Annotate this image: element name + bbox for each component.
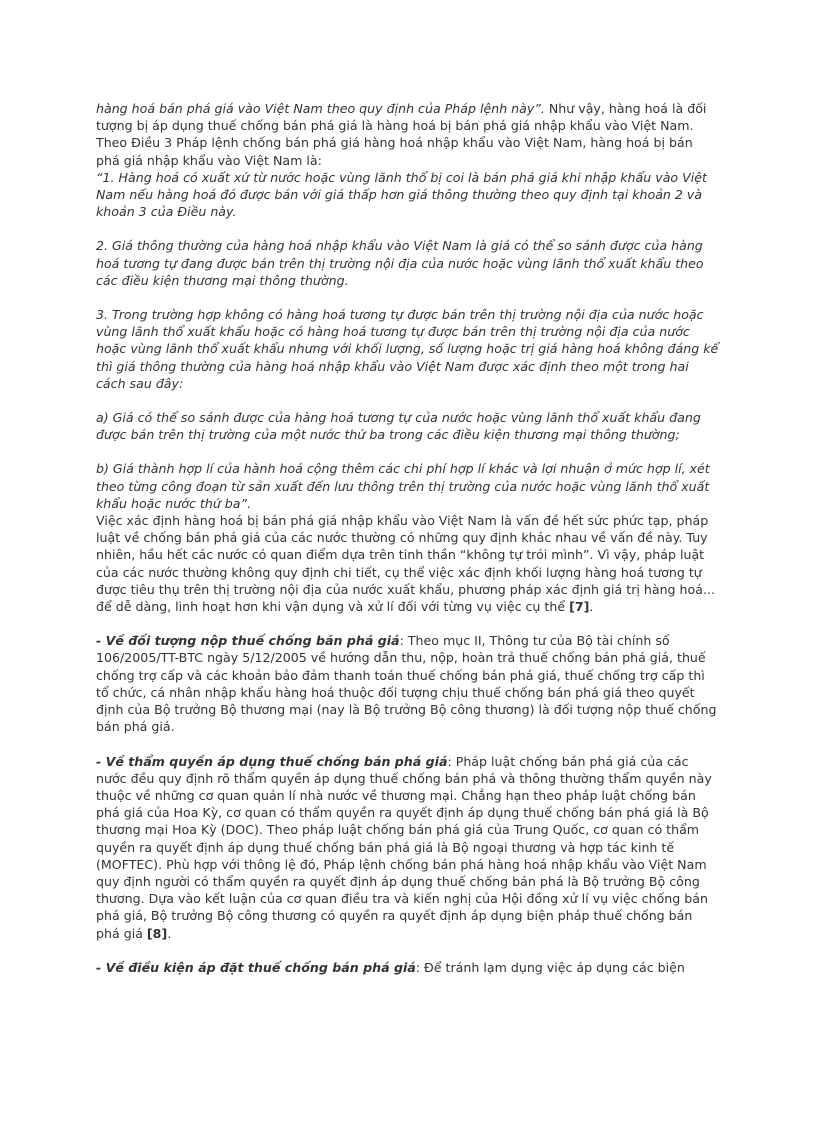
section-heading-authority: - Về thẩm quyền áp dụng thuế chống bán phá giá [96,753,448,769]
quote-clause-3: 3. Trong trường hợp không có hàng hoá tương tự được bán trên thị trường nội địa của nước hoặc vùng lãnh thổ xuất khẩu hoặc có hàng hoá tương tự được bán trên thị trường nội địa của nước hoặc vùng lãnh thổ xuất khẩu nhưng với khối lượng, số lượng hoặc trị giá hàng hoá không đáng kể thì giá thông thường của hàng hoá nhập khẩu vào Việt Nam được xác định theo một trong hai cách sau đây: [96,307,719,391]
quote-clause-2: 2. Giá thông thường của hàng hoá nhập khẩu vào Việt Nam là giá có thể so sánh được của hàng hoá tương tự đang được bán trên thị trường nội địa của nước hoặc vùng lãnh thổ xuất khẩu theo các điều kiện thương mại thông thường. [96,238,704,288]
section-conditions: - Về điều kiện áp đặt thuế chống bán phá giá: Để tránh lạm dụng việc áp dụng các biện [96,959,685,975]
section-heading-taxpayer: - Về đối tượng nộp thuế chống bán phá giá [96,633,400,649]
quote-clause-b: b) Giá thành hợp lí của hành hoá cộng thêm các chi phí hợp lí khác và lợi nhuận ở mức hợp lí, xét theo từng công đoạn từ sản xuất đến lưu thông trên thị trường của nước hoặc vùng lãnh thổ xuất khẩu hoặc nước thứ ba”. [96,461,710,511]
paragraph-intro [96,100,720,169]
quote-clause-a: a) Giá có thể so sánh được của hàng hoá tương tự của nước hoặc vùng lãnh thổ xuất khẩu đang được bán trên thị trường của một nước thứ ba trong các điều kiện thương mại thông thường; [96,410,701,443]
footnote-ref-8: [8] [146,925,168,941]
section-authority: - Về thẩm quyền áp dụng thuế chống bán phá giá: Pháp luật chống bán phá giá của các nước đều quy định rõ thẩm quyền áp dụng thuế chống bán phá và thông thường thẩm quyền này thuộc về những cơ quan quản lí nhà nước về thương mại. Chẳng hạn theo pháp luật chống bán phá giá của Hoa Kỳ, cơ quan có thẩm quyền ra quyết định áp dụng thuế chống bán phá giá là Bộ thương mại Hoa Kỳ (DOC). Theo pháp luật chống bán phá giá của Trung Quốc, cơ quan có thẩm quyền ra quyết định áp dụng thuế chống bán phá giá là Bộ ngoại thương và hợp tác kinh tế (MOFTEC). Phù hợp với thông lệ đó, Pháp lệnh chống bán phá hàng hoá nhập khẩu vào Việt Nam quy định người có thẩm quyền ra quyết định áp dụng thuế chống bán phá là Bộ trưởng Bộ công thương. Dựa vào kết luận của cơ quan điều tra và kiến nghị của Hội đồng xử lí vụ việc chống bán phá giá, Bộ trưởng Bộ công thương có quyền ra quyết định áp dụng biện pháp thuế chống bán phá giá [8]. [96,753,712,941]
quote-clause-1: “1. Hàng hoá có xuất xứ từ nước hoặc vùng lãnh thổ bị coi là bán phá giá khi nhập khẩu vào Việt Nam nếu hàng hoá đó được bán với giá thấp hơn giá thông thường theo quy định tại khoản 2 và khoản 3 của Điều này. [96,169,707,220]
intro-text: Như vậy, hàng hoá là đối tượng bị áp dụng thuế chống bán phá giá là hàng hoá bị bán phá giá nhập khẩu vào Việt Nam. Theo Điều 3 Pháp lệnh chống bán phá giá hàng hoá nhập khẩu vào Việt Nam, hàng hoá bị bán phá giá nhập khẩu vào Việt Nam là: [96,101,707,168]
paragraph-analysis: Việc xác định hàng hoá bị bán phá giá nhập khẩu vào Việt Nam là vấn đề hết sức phức tạp, pháp luật về chống bán phá giá của các nước thường có những quy định khác nhau về vấn đề này. Tuy nhiên, hầu hết các nước có quan điểm dựa trên tinh thần “không tự trói mình”. Vì vậy, pháp luật của các nước thường không quy định chi tiết, cụ thể việc xác định khối lượng hàng hoá tương tự được tiêu thụ trên thị trường nội địa của nước xuất khẩu, phương pháp xác định giá trị hàng hoá... để dễ dàng, linh hoạt hơn khi vận dụng và xử lí đối với từng vụ việc cụ thể [7]. [96,513,715,615]
section-taxpayer: - Về đối tượng nộp thuế chống bán phá giá: Theo mục II, Thông tư của Bộ tài chính số 106/2005/TT-BTC ngày 5/12/2005 về hướng dẫn thu, nộp, hoàn trả thuế chống bán phá giá, thuế chống trợ cấp và các khoản bảo đảm thanh toán thuế chống bán phá giá, thuế chống trợ cấp thì tổ chức, cá nhân nhập khẩu hàng hoá thuộc đối tượng chịu thuế chống bán phá giá theo quyết định của Bộ trưởng Bộ thương mại (nay là Bộ trưởng Bộ công thương) là đối tượng nộp thuế chống bán phá giá. [96,633,717,735]
footnote-ref-7: [7] [569,599,590,615]
quote-tail: hàng hoá bán phá giá vào Việt Nam theo quy định của Pháp lệnh này”. [96,101,545,116]
section-heading-conditions: - Về điều kiện áp đặt thuế chống bán phá giá [96,959,416,975]
